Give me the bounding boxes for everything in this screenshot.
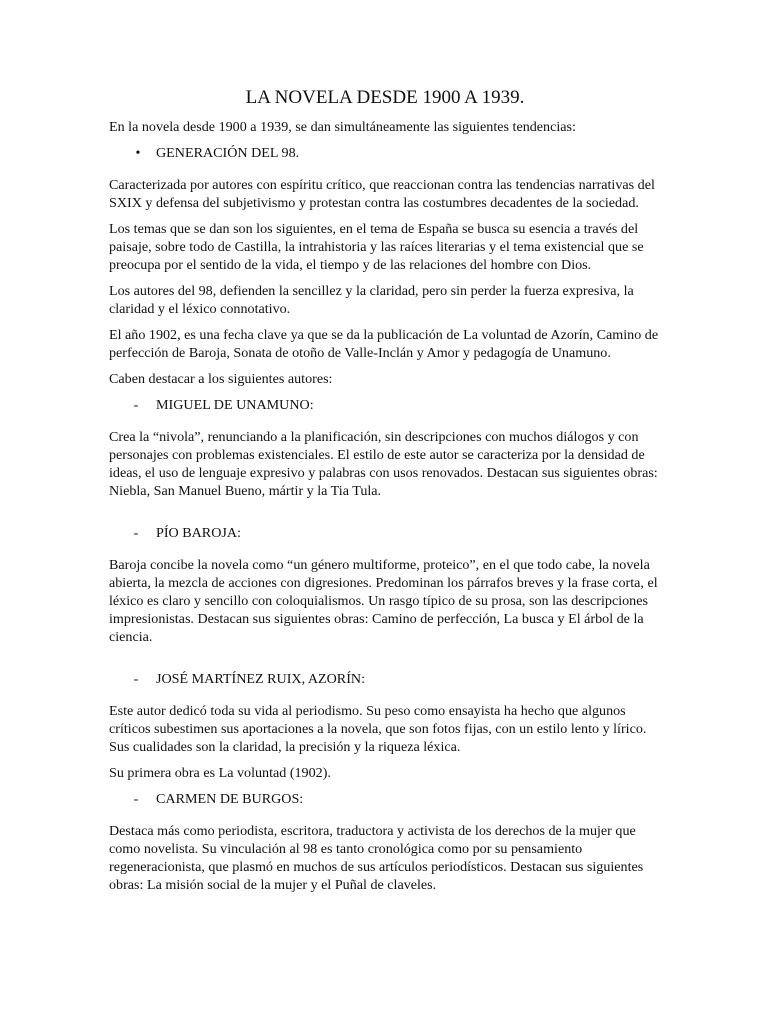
bullet-item-label: GENERACIÓN DEL 98. [156, 145, 300, 161]
author-heading-unamuno: MIGUEL DE UNAMUNO: [156, 397, 314, 413]
dash-item-unamuno [109, 396, 661, 414]
dash-item-azorin [109, 670, 661, 688]
paragraph-baroja: Baroja concibe la novela como “un género multiforme, proteico”, en el que todo cabe, la novela abierta, la mezcla de acciones con digresiones. Predominan los párrafos breves y la frase corta, el léxico es claro y sencillo con coloquialismos. Un rasgo típico de su prosa, son las descripciones impresionistas. Destacan sus siguientes obras: Camino de perfección, La busca y El árbol de la ciencia. [109, 557, 658, 645]
dash-icon: - [133, 791, 139, 807]
dash-item-baroja [109, 524, 661, 542]
paragraph-burgos: Destaca más como periodista, escritora, traductora y activista de los derechos de la mujer que como novelista. Su vinculación al 98 es tanto cronológica como por su pensamiento regeneracionista, que plasmó en muchos de sus artículos periodísticos. Destacan sus siguientes obras: La misión social de la mujer y el Puñal de claveles. [109, 823, 644, 893]
author-heading-baroja: PÍO BAROJA: [156, 525, 241, 541]
dash-item-burgos [109, 790, 661, 808]
dash-icon: - [133, 525, 139, 541]
document-page [109, 86, 661, 902]
author-heading-burgos: CARMEN DE BURGOS: [156, 791, 304, 807]
intro-paragraph: En la novela desde 1900 a 1939, se dan simultáneamente las siguientes tendencias: [109, 119, 576, 135]
paragraph-unamuno: Crea la “nivola”, renunciando a la planificación, sin descripciones con muchos diálogos y con personajes con problemas existenciales. El estilo de este autor se caracteriza por la densidad de ideas, el uso de lenguaje expresivo y palabras con usos renovados. Destacan sus siguientes obras: Niebla, San Manuel Bueno, mártir y la Tia Tula. [109, 429, 658, 499]
paragraph-1902: El año 1902, es una fecha clave ya que se da la publicación de La voluntad de Azorín, Camino de perfección de Baroja, Sonata de otoño de Valle-Inclán y Amor y pedagogía de Unamuno. [109, 327, 659, 361]
paragraph-autores: Los autores del 98, defienden la sencillez y la claridad, pero sin perder la fuerza expresiva, la claridad y el léxico connotativo. [109, 283, 634, 317]
dash-icon: - [133, 397, 139, 413]
paragraph-azorin: Este autor dedicó toda su vida al periodismo. Su peso como ensayista ha hecho que algunos críticos subestimen sus aportaciones a la novela, que son fotos fijas, con un estilo lento y lírico. Sus cualidades son la claridad, la precisión y la riqueza léxica. [109, 703, 647, 755]
dash-icon: - [133, 671, 139, 687]
bullet-icon: • [135, 145, 141, 161]
bullet-item-generacion [109, 144, 661, 162]
document-title: LA NOVELA DESDE 1900 A 1939. [245, 87, 525, 108]
paragraph-caben: Caben destacar a los siguientes autores: [109, 371, 333, 387]
paragraph-caracterizada: Caracterizada por autores con espíritu crítico, que reaccionan contra las tendencias narrativas del SXIX y defensa del subjetivismo y protestan contra las costumbres decadentes de la sociedad. [109, 177, 655, 211]
author-heading-azorin: JOSÉ MARTÍNEZ RUIX, AZORÍN: [156, 671, 365, 687]
paragraph-temas: Los temas que se dan son los siguientes, en el tema de España se busca su esencia a través del paisaje, sobre todo de Castilla, la intrahistoria y las raíces literarias y el tema existencial que se preocupa por el sentido de la vida, el tiempo y de las relaciones del hombre con Dios. [109, 221, 644, 273]
paragraph-azorin-obra: Su primera obra es La voluntad (1902). [109, 765, 331, 781]
